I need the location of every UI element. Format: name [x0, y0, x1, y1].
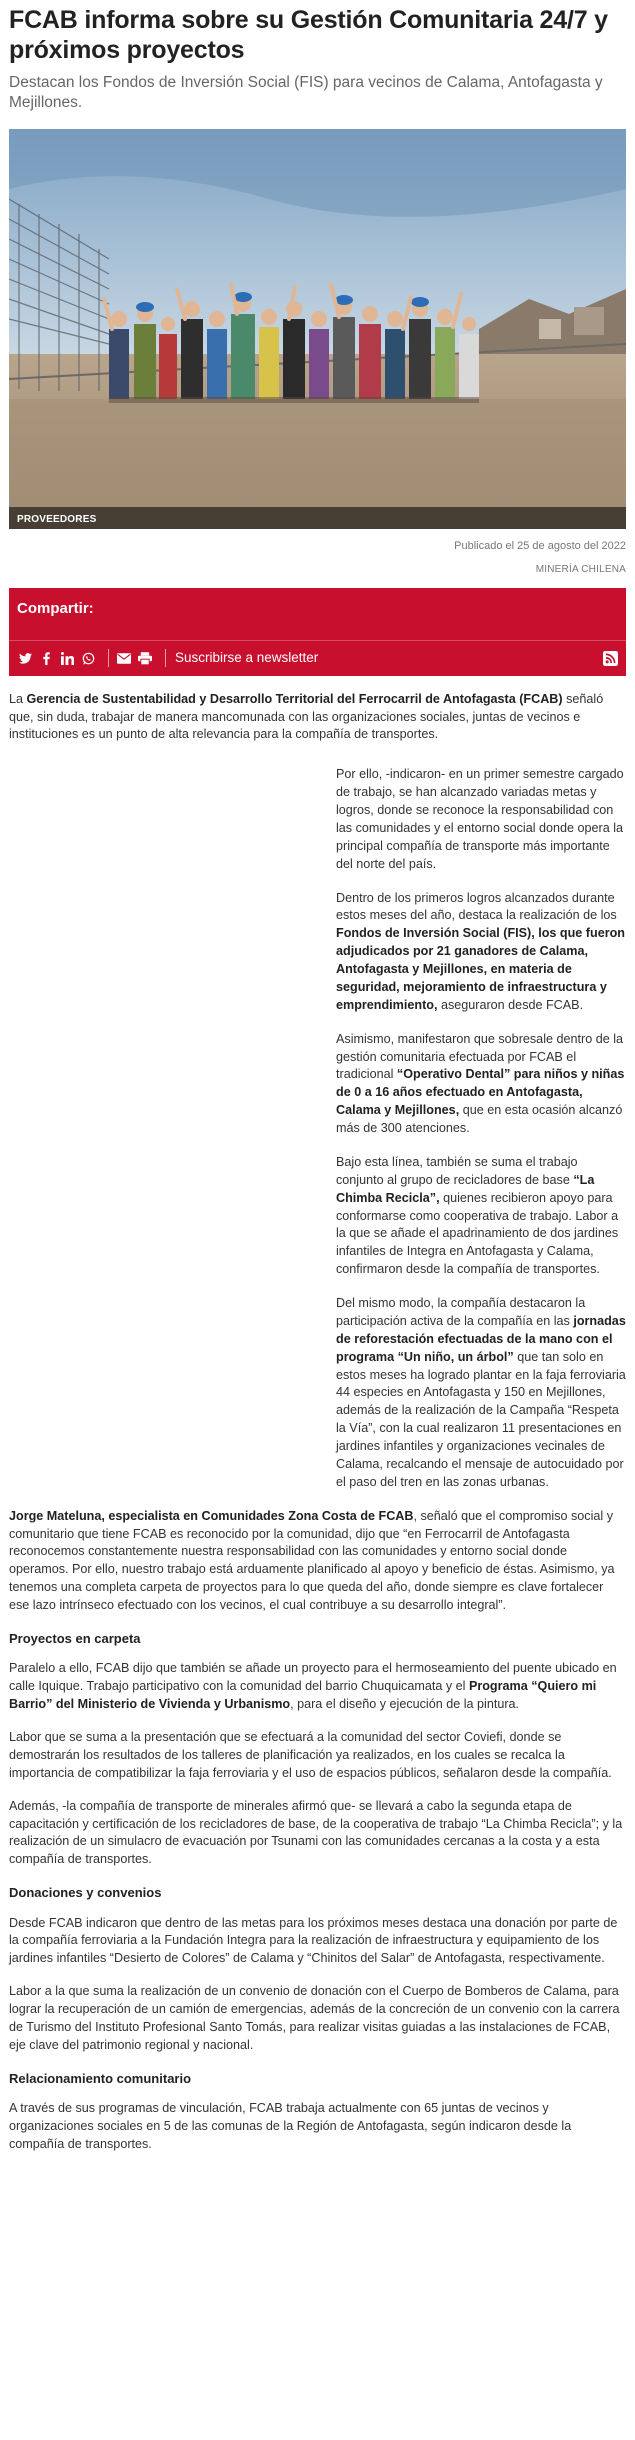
publish-date: Publicado el 25 de agosto del 2022 [454, 540, 626, 553]
email-icon[interactable] [116, 650, 132, 666]
newsletter-link[interactable]: Suscribirse a newsletter [175, 649, 319, 665]
paragraph-donaciones-1: Desde FCAB indicaron que dentro de las metas para los próximos meses destaca una donación por parte de la compañía ferroviaria a la Fundación Integra para la realización de infraestructura y equipamiento de los jardines infantiles “Desierto de Colores” de Calama y “Chinitos del Salar” de Antofagasta, respectivamente. [9, 1915, 618, 1966]
facebook-icon[interactable] [38, 650, 54, 666]
paragraph-col-4: Bajo esta línea, también se suma el trabajo conjunto al grupo de recicladores de base “La Chimba Recicla”, quienes recibieron apoyo para conformarse como cooperativa de trabajo. Labor a la que se añade el apadrinamiento de dos jardines infantiles de Integra en Antofagasta y Calama, confirmaron desde la compañía de transportes. [336, 1154, 619, 1277]
hero-photo [9, 129, 626, 529]
article-title: FCAB informa sobre su Gestión Comunitaria 24/7 y próximos proyectos [9, 6, 608, 64]
paragraph-col-5: Del mismo modo, la compañía destacaron la participación activa de la compañía en las jornadas de reforestación efectuadas de la mano con el programa “Un niño, un árbol” que tan solo en estos meses ha logrado plantar en la faja ferroviaria 44 especies en Antofagasta y 150 en Mejillones, además de la realización de la Campaña “Respeta la Vía”, con la cual realizaron 11 presentaciones en jardines infantiles y organizaciones vecinales de Calama, recalcando el mensaje de autocuidado por el paso del tren en las zonas urbanas. [336, 1296, 626, 1489]
hero-image[interactable] [9, 129, 626, 529]
share-divider [108, 649, 109, 667]
paragraph-relacionamiento: A través de sus programas de vinculación, FCAB trabaja actualmente con 65 juntas de vecinos y organizaciones sociales en 5 de las comunas de la Región de Antofagasta, según indicaron desde la compañía de transportes. [9, 2101, 572, 2151]
print-icon[interactable] [137, 650, 153, 666]
paragraph-intro: La Gerencia de Sustentabilidad y Desarrollo Territorial del Ferrocarril de Antofagasta (FCAB) señaló que, sin duda, trabajar de manera mancomunada con las organizaciones sociales, juntas de vecinos e instituciones es un punto de alta relevancia para la compañía de transportes. [9, 691, 604, 742]
right-column [336, 766, 626, 1491]
section-heading-proyectos: Proyectos en carpeta [9, 1630, 141, 1646]
article-subtitle: Destacan los Fondos de Inversión Social (FIS) para vecinos de Calama, Antofagasta y Mejillones. [9, 74, 603, 112]
whatsapp-icon[interactable] [80, 650, 96, 666]
paragraph-proyectos-2: Labor que se suma a la presentación que se efectuará a la comunidad del sector Coviefi, donde se demostrarán los resultados de los talleres de planificación ya realizados, en los cuales se recalca la importancia de compatibilizar la faja ferroviaria y el uso de espacios públicos, señalaron desde la compañía. [9, 1730, 612, 1780]
section-heading-donaciones: Donaciones y convenios [9, 1885, 162, 1901]
share-toolbar [9, 640, 626, 676]
share-box [9, 588, 626, 676]
image-category-tag[interactable]: PROVEEDORES [9, 507, 626, 529]
section-heading-relacionamiento: Relacionamiento comunitario [9, 2070, 192, 2086]
paragraph-col-2: Dentro de los primeros logros alcanzados durante estos meses del año, destaca la realización de los Fondos de Inversión Social (FIS), los que fueron adjudicados por 21 ganadores de Calama, Antofagasta y Mejillones, en materia de seguridad, mejoramiento de infraestructura y emprendimiento, aseguraron desde FCAB. [336, 890, 625, 1012]
paragraph-col-1: Por ello, -indicaron- en un primer semestre cargado de trabajo, se han alcanzado variadas metas y logros, donde se reconoce la responsabilidad con las comunidades y el entorno social donde opera la principal compañía de transporte más importante del norte del país. [336, 767, 624, 871]
paragraph-donaciones-2: Labor a la que suma la realización de un convenio de donación con el Cuerpo de Bomberos de Calama, para lograr la recuperación de un camión de emergencias, además de la concreción de un convenio con la carrera de Turismo del Instituto Profesional Santo Tomás, para realizar visitas guiadas a las instalaciones de FCAB, eje clave del patrimonio regional y nacional. [9, 1984, 620, 2052]
article-body [9, 691, 626, 2154]
linkedin-icon[interactable] [59, 650, 75, 666]
paragraph-proyectos-1: Paralelo a ello, FCAB dijo que también se añade un proyecto para el hermoseamiento del puente ubicado en calle Iquique. Trabajo participativo con la comunidad del barrio Chuquicamata y el Programa “Quiero mi Barrio” del Ministerio de Vivienda y Urbanismo, para el diseño y ejecución de la pintura. [9, 1661, 617, 1712]
share-label: Compartir: [17, 599, 94, 617]
source-label: MINERÍA CHILENA [535, 563, 626, 575]
share-divider-2 [165, 649, 166, 667]
paragraph-col-3: Asimismo, manifestaron que sobresale dentro de la gestión comunitaria efectuada por FCAB el tradicional “Operativo Dental” para niños y niñas de 0 a 16 años efectuado en Antofagasta, Calama y Mejillones, que en esta ocasión alcanzó más de 300 atenciones. [336, 1031, 625, 1136]
twitter-icon[interactable] [17, 650, 33, 666]
rss-icon[interactable] [603, 651, 618, 666]
paragraph-proyectos-3: Además, -la compañía de transporte de minerales afirmó que- se llevará a cabo la segunda etapa de capacitación y certificación de los recicladores de base, de la cooperativa de trabajo “La Chimba Recicla”; y la realización de un simulacro de evacuación por Tsunami con las comunidades cercanas a la costa y a esta compañía de transportes. [9, 1798, 623, 1867]
paragraph-quote: Jorge Mateluna, especialista en Comunidades Zona Costa de FCAB, señaló que el compromiso social y comunitario que tiene FCAB es reconocido por la comunidad, dijo que “en Ferrocarril de Antofagasta reconocemos constantemente nuestra responsabilidad con las comunidades y entorno social donde operamos. Por ello, nuestro trabajo está arduamente planificado al apoyo y beneficio de éstas. Asimismo, ya tenemos una completa carpeta de proyectos para lo que queda del año, donde siempre es clave fortalecer ese lazo intrínseco efectuado con los vecinos, el cual contribuye a su desarrollo integral”. [9, 1508, 615, 1613]
